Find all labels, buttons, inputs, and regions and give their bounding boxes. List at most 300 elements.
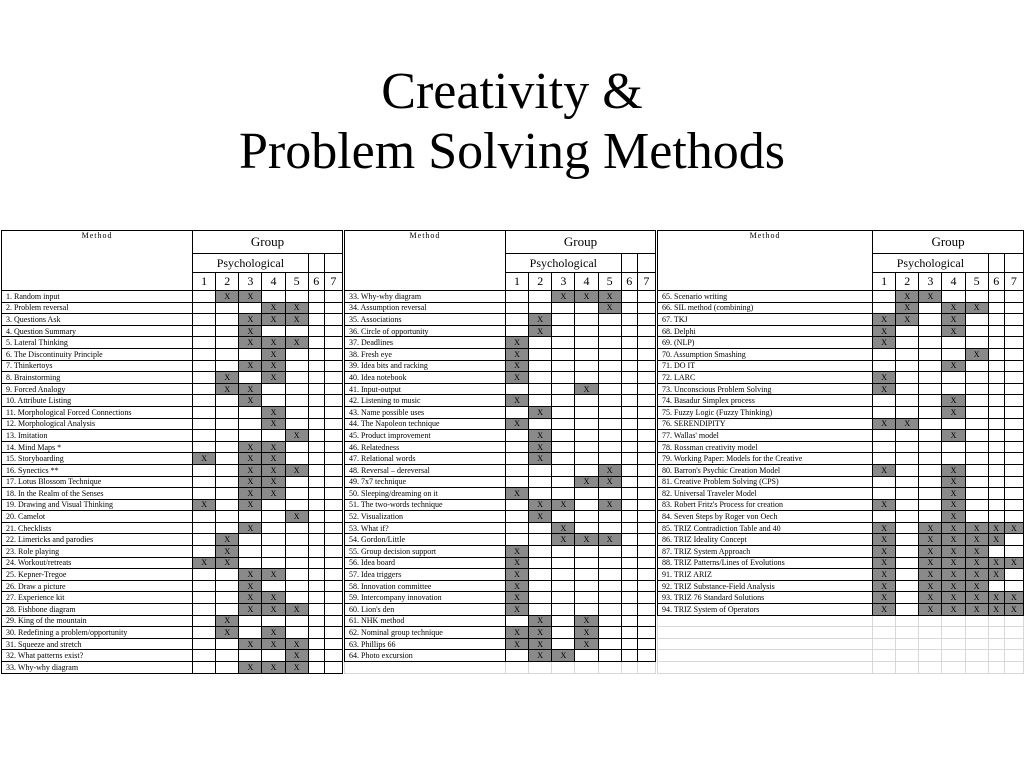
group-cell-4: X xyxy=(942,511,965,523)
header-blank xyxy=(988,254,1004,273)
group-cell-2 xyxy=(529,360,552,372)
group-cell-1 xyxy=(873,395,896,407)
header-blank xyxy=(324,254,342,273)
table-row xyxy=(345,476,656,488)
group-cell-1 xyxy=(193,337,216,349)
method-name: 85. TRIZ Contradiction Table and 40 xyxy=(658,522,873,534)
table-row xyxy=(658,337,1024,349)
group-cell-1 xyxy=(873,453,896,465)
group-cell-1: X xyxy=(505,360,528,372)
table-row xyxy=(658,522,1024,534)
group-cell-4: X xyxy=(262,406,285,418)
group-cell-4: X xyxy=(262,604,285,616)
group-cell-7 xyxy=(1004,337,1023,349)
group-cell-5: X xyxy=(285,430,308,442)
group-cell-4 xyxy=(575,337,598,349)
method-name: 63. Phillips 66 xyxy=(345,638,506,650)
group-cell-5 xyxy=(285,534,308,546)
group-cell-6 xyxy=(308,488,324,500)
group-cell-4: X xyxy=(942,534,965,546)
group-cell-2 xyxy=(529,488,552,500)
group-cell-3 xyxy=(919,395,942,407)
table-row xyxy=(2,383,343,395)
method-name: 29. King of the mountain xyxy=(2,615,193,627)
group-cell-2 xyxy=(896,522,919,534)
group-cell-4 xyxy=(942,441,965,453)
method-name: 79. Working Paper: Models for the Creative xyxy=(658,453,873,465)
group-cell-7 xyxy=(637,430,655,442)
group-cell-7 xyxy=(324,406,342,418)
table-row xyxy=(2,511,343,523)
group-cell-4 xyxy=(262,650,285,662)
group-cell-6 xyxy=(988,488,1004,500)
group-cell-1 xyxy=(873,430,896,442)
empty-cell xyxy=(942,650,965,662)
group-cell-6 xyxy=(621,499,637,511)
method-name: 25. Kepner-Tregoe xyxy=(2,569,193,581)
group-cell-1 xyxy=(505,325,528,337)
column-number-7: 7 xyxy=(324,273,342,291)
group-cell-7 xyxy=(637,418,655,430)
group-cell-2 xyxy=(529,291,552,303)
empty-cell xyxy=(988,615,1004,627)
table-row xyxy=(2,372,343,384)
method-name: 71. DO IT xyxy=(658,360,873,372)
group-cell-6 xyxy=(308,662,324,674)
method-name: 26. Draw a picture xyxy=(2,580,193,592)
table-row xyxy=(345,522,656,534)
group-cell-1 xyxy=(505,453,528,465)
group-cell-1 xyxy=(505,522,528,534)
method-name: 62. Nominal group technique xyxy=(345,627,506,639)
group-cell-6 xyxy=(988,337,1004,349)
group-cell-7 xyxy=(324,557,342,569)
group-cell-7 xyxy=(324,511,342,523)
empty-cell xyxy=(965,650,988,662)
group-cell-3: X xyxy=(239,476,262,488)
group-cell-7 xyxy=(324,314,342,326)
column-number-5: 5 xyxy=(965,273,988,291)
method-name: 44. The Napoleon technique xyxy=(345,418,506,430)
methods-table-1 xyxy=(1,230,343,674)
group-cell-4: X xyxy=(262,441,285,453)
group-cell-7 xyxy=(1004,488,1023,500)
group-cell-1 xyxy=(193,418,216,430)
method-name: 4. Question Summary xyxy=(2,325,193,337)
group-cell-6 xyxy=(308,418,324,430)
group-cell-4: X xyxy=(262,592,285,604)
group-cell-2 xyxy=(216,522,239,534)
group-cell-2 xyxy=(896,476,919,488)
group-cell-3 xyxy=(552,418,575,430)
table-row xyxy=(2,604,343,616)
group-cell-7 xyxy=(1004,476,1023,488)
method-name: 33. Why-why diagram xyxy=(345,291,506,303)
group-cell-5: X xyxy=(965,302,988,314)
group-cell-1 xyxy=(505,499,528,511)
group-cell-2 xyxy=(896,348,919,360)
group-cell-5: X xyxy=(598,302,621,314)
group-cell-1 xyxy=(193,534,216,546)
group-cell-7 xyxy=(637,476,655,488)
group-cell-6 xyxy=(621,592,637,604)
group-cell-7 xyxy=(324,360,342,372)
group-cell-6 xyxy=(621,360,637,372)
group-cell-3: X xyxy=(919,546,942,558)
group-cell-3 xyxy=(239,557,262,569)
column-number-6: 6 xyxy=(988,273,1004,291)
group-cell-7 xyxy=(324,325,342,337)
group-cell-5 xyxy=(598,569,621,581)
group-cell-2 xyxy=(529,534,552,546)
group-cell-3: X xyxy=(239,453,262,465)
method-name: 11. Morphological Forced Connections xyxy=(2,406,193,418)
group-cell-6 xyxy=(308,615,324,627)
group-cell-5 xyxy=(965,453,988,465)
group-cell-6 xyxy=(988,406,1004,418)
group-cell-4 xyxy=(575,464,598,476)
group-cell-4 xyxy=(575,314,598,326)
method-header: Method xyxy=(345,231,506,291)
group-cell-7 xyxy=(1004,453,1023,465)
group-cell-5 xyxy=(598,511,621,523)
group-cell-5 xyxy=(598,395,621,407)
group-cell-3 xyxy=(239,418,262,430)
table-row xyxy=(2,418,343,430)
group-cell-2 xyxy=(896,464,919,476)
group-cell-6 xyxy=(988,580,1004,592)
table-row xyxy=(345,453,656,465)
group-cell-3 xyxy=(919,464,942,476)
group-cell-5: X xyxy=(965,569,988,581)
method-name: 87. TRIZ System Approach xyxy=(658,546,873,558)
table-row xyxy=(2,314,343,326)
group-cell-7 xyxy=(637,569,655,581)
group-cell-1 xyxy=(193,522,216,534)
group-cell-6 xyxy=(621,534,637,546)
group-cell-3 xyxy=(919,302,942,314)
group-cell-7 xyxy=(1004,348,1023,360)
group-cell-3 xyxy=(919,418,942,430)
group-cell-5 xyxy=(965,325,988,337)
group-cell-6 xyxy=(621,580,637,592)
group-cell-7 xyxy=(324,604,342,616)
group-cell-5 xyxy=(598,348,621,360)
method-name: 42. Listening to music xyxy=(345,395,506,407)
group-cell-2: X xyxy=(896,302,919,314)
group-cell-7 xyxy=(1004,383,1023,395)
group-cell-7 xyxy=(324,302,342,314)
group-cell-1 xyxy=(505,511,528,523)
method-name: 38. Fresh eye xyxy=(345,348,506,360)
group-cell-3: X xyxy=(239,569,262,581)
group-cell-1: X xyxy=(505,418,528,430)
method-name: 78. Rossman creativity model xyxy=(658,441,873,453)
group-cell-5: X xyxy=(285,638,308,650)
group-cell-2 xyxy=(216,488,239,500)
group-cell-1: X xyxy=(873,569,896,581)
group-cell-3 xyxy=(239,348,262,360)
method-name: 82. Universal Traveler Model xyxy=(658,488,873,500)
group-cell-7 xyxy=(324,569,342,581)
group-cell-6 xyxy=(308,580,324,592)
table-row xyxy=(345,302,656,314)
group-cell-4: X xyxy=(942,430,965,442)
empty-cell xyxy=(896,615,919,627)
group-cell-7 xyxy=(324,650,342,662)
column-number-6: 6 xyxy=(308,273,324,291)
empty-cell xyxy=(942,627,965,639)
group-cell-1: X xyxy=(505,337,528,349)
group-cell-4 xyxy=(575,430,598,442)
group-cell-3: X xyxy=(239,383,262,395)
table-row xyxy=(658,499,1024,511)
method-name: 18. In the Realm of the Senses xyxy=(2,488,193,500)
group-cell-3 xyxy=(552,464,575,476)
group-cell-3 xyxy=(919,372,942,384)
group-cell-7 xyxy=(1004,534,1023,546)
group-cell-4 xyxy=(575,395,598,407)
table-row xyxy=(658,430,1024,442)
method-name: 22. Limericks and parodies xyxy=(2,534,193,546)
group-cell-3 xyxy=(552,638,575,650)
column-number-2: 2 xyxy=(529,273,552,291)
empty-cell xyxy=(988,662,1004,674)
group-cell-7 xyxy=(637,488,655,500)
table-row xyxy=(345,430,656,442)
column-number-3: 3 xyxy=(552,273,575,291)
method-name: 66. SIL method (combining) xyxy=(658,302,873,314)
group-cell-3: X xyxy=(239,441,262,453)
group-cell-7 xyxy=(1004,441,1023,453)
group-cell-4 xyxy=(575,569,598,581)
group-cell-5: X xyxy=(598,464,621,476)
method-name: 37. Deadlines xyxy=(345,337,506,349)
group-cell-7 xyxy=(1004,499,1023,511)
empty-cell xyxy=(658,627,873,639)
table-row xyxy=(2,522,343,534)
group-cell-6 xyxy=(988,383,1004,395)
method-name: 77. Wallas' model xyxy=(658,430,873,442)
group-cell-3 xyxy=(239,627,262,639)
group-cell-6 xyxy=(621,430,637,442)
group-cell-2 xyxy=(216,325,239,337)
table-row xyxy=(2,337,343,349)
group-cell-1 xyxy=(193,441,216,453)
table-row xyxy=(658,592,1024,604)
group-cell-5 xyxy=(598,604,621,616)
group-cell-7 xyxy=(637,441,655,453)
group-cell-2 xyxy=(896,395,919,407)
group-cell-4 xyxy=(575,302,598,314)
group-cell-1 xyxy=(873,291,896,303)
group-cell-3 xyxy=(552,314,575,326)
method-name: 21. Checklists xyxy=(2,522,193,534)
group-cell-4: X xyxy=(942,604,965,616)
group-cell-2 xyxy=(529,302,552,314)
group-cell-2 xyxy=(896,360,919,372)
empty-row xyxy=(658,638,1024,650)
group-cell-2 xyxy=(216,638,239,650)
group-cell-2 xyxy=(529,557,552,569)
group-cell-7 xyxy=(637,453,655,465)
group-cell-6 xyxy=(988,464,1004,476)
group-cell-2 xyxy=(216,348,239,360)
group-cell-5 xyxy=(965,395,988,407)
column-number-2: 2 xyxy=(216,273,239,291)
group-cell-2 xyxy=(529,372,552,384)
table-row xyxy=(2,302,343,314)
method-name: 8. Brainstorming xyxy=(2,372,193,384)
group-cell-2: X xyxy=(216,291,239,303)
group-cell-4: X xyxy=(942,360,965,372)
group-cell-2: X xyxy=(216,372,239,384)
group-cell-5 xyxy=(965,464,988,476)
empty-cell xyxy=(637,662,655,674)
group-cell-1: X xyxy=(873,337,896,349)
group-cell-6 xyxy=(621,604,637,616)
group-cell-2: X xyxy=(896,418,919,430)
group-cell-4: X xyxy=(262,464,285,476)
group-cell-2 xyxy=(216,360,239,372)
group-cell-4: X xyxy=(575,615,598,627)
group-cell-7 xyxy=(1004,395,1023,407)
group-cell-6 xyxy=(621,650,637,662)
method-name: 33. Why-why diagram xyxy=(2,662,193,674)
table-row xyxy=(2,325,343,337)
group-cell-5 xyxy=(965,337,988,349)
group-cell-4 xyxy=(942,337,965,349)
method-name: 34. Assumption reversal xyxy=(345,302,506,314)
empty-cell xyxy=(873,662,896,674)
group-cell-4 xyxy=(942,418,965,430)
group-cell-3 xyxy=(919,406,942,418)
method-name: 53. What if? xyxy=(345,522,506,534)
method-name: 41. Input-output xyxy=(345,383,506,395)
group-cell-3 xyxy=(552,441,575,453)
group-cell-7 xyxy=(1004,360,1023,372)
empty-cell xyxy=(529,662,552,674)
group-cell-1: X xyxy=(873,557,896,569)
group-cell-6 xyxy=(621,627,637,639)
group-cell-5 xyxy=(965,476,988,488)
group-cell-4: X xyxy=(262,314,285,326)
group-cell-1 xyxy=(193,395,216,407)
table-row xyxy=(345,395,656,407)
group-cell-6 xyxy=(988,302,1004,314)
group-cell-1 xyxy=(193,291,216,303)
group-cell-5: X xyxy=(598,291,621,303)
group-header: Group xyxy=(505,231,655,254)
group-cell-2: X xyxy=(529,615,552,627)
group-cell-5 xyxy=(598,650,621,662)
group-cell-3 xyxy=(239,430,262,442)
group-cell-6 xyxy=(308,569,324,581)
group-cell-1: X xyxy=(505,557,528,569)
table-row xyxy=(345,638,656,650)
group-cell-4 xyxy=(262,395,285,407)
group-cell-1 xyxy=(505,302,528,314)
group-cell-6 xyxy=(988,499,1004,511)
group-cell-6 xyxy=(621,464,637,476)
column-number-3: 3 xyxy=(919,273,942,291)
group-cell-1 xyxy=(193,546,216,558)
group-cell-2: X xyxy=(529,314,552,326)
group-cell-6 xyxy=(621,302,637,314)
group-cell-6 xyxy=(621,569,637,581)
group-cell-4 xyxy=(262,580,285,592)
group-cell-5 xyxy=(285,522,308,534)
group-cell-2 xyxy=(216,511,239,523)
group-cell-1 xyxy=(193,476,216,488)
table-row xyxy=(2,638,343,650)
group-cell-7 xyxy=(324,348,342,360)
group-cell-5 xyxy=(285,592,308,604)
group-cell-1: X xyxy=(873,546,896,558)
group-cell-2 xyxy=(896,453,919,465)
group-cell-5 xyxy=(965,314,988,326)
table-row xyxy=(345,348,656,360)
group-cell-4 xyxy=(262,291,285,303)
table-row xyxy=(345,325,656,337)
title-line-1: Creativity & xyxy=(381,63,643,120)
method-name: 12. Morphological Analysis xyxy=(2,418,193,430)
group-cell-5 xyxy=(965,406,988,418)
empty-cell xyxy=(919,615,942,627)
table-row xyxy=(658,546,1024,558)
group-cell-5: X xyxy=(965,557,988,569)
group-cell-6 xyxy=(988,314,1004,326)
group-cell-3: X xyxy=(552,522,575,534)
group-cell-6 xyxy=(988,546,1004,558)
group-cell-2 xyxy=(896,337,919,349)
group-cell-3 xyxy=(919,383,942,395)
table-row xyxy=(345,650,656,662)
table-row xyxy=(658,476,1024,488)
group-cell-5 xyxy=(285,546,308,558)
group-cell-2 xyxy=(896,592,919,604)
group-cell-6 xyxy=(988,476,1004,488)
group-cell-6 xyxy=(308,557,324,569)
group-cell-1: X xyxy=(193,499,216,511)
group-cell-3 xyxy=(552,430,575,442)
group-cell-2 xyxy=(529,383,552,395)
empty-cell xyxy=(658,662,873,674)
group-cell-7 xyxy=(637,511,655,523)
empty-cell xyxy=(1004,650,1023,662)
method-name: 56. Idea board xyxy=(345,557,506,569)
empty-cell xyxy=(988,627,1004,639)
table-row xyxy=(658,395,1024,407)
table-row xyxy=(658,325,1024,337)
empty-cell xyxy=(345,662,506,674)
group-cell-7 xyxy=(1004,325,1023,337)
group-cell-4 xyxy=(262,522,285,534)
group-cell-7 xyxy=(324,592,342,604)
group-cell-7 xyxy=(637,627,655,639)
table-row xyxy=(2,453,343,465)
group-cell-1 xyxy=(505,291,528,303)
empty-cell xyxy=(942,638,965,650)
group-cell-1 xyxy=(505,534,528,546)
group-cell-2 xyxy=(529,604,552,616)
group-cell-3 xyxy=(919,325,942,337)
group-cell-5 xyxy=(598,325,621,337)
group-cell-3 xyxy=(919,430,942,442)
method-name: 65. Scenario writing xyxy=(658,291,873,303)
table-row xyxy=(345,627,656,639)
group-cell-3 xyxy=(919,453,942,465)
